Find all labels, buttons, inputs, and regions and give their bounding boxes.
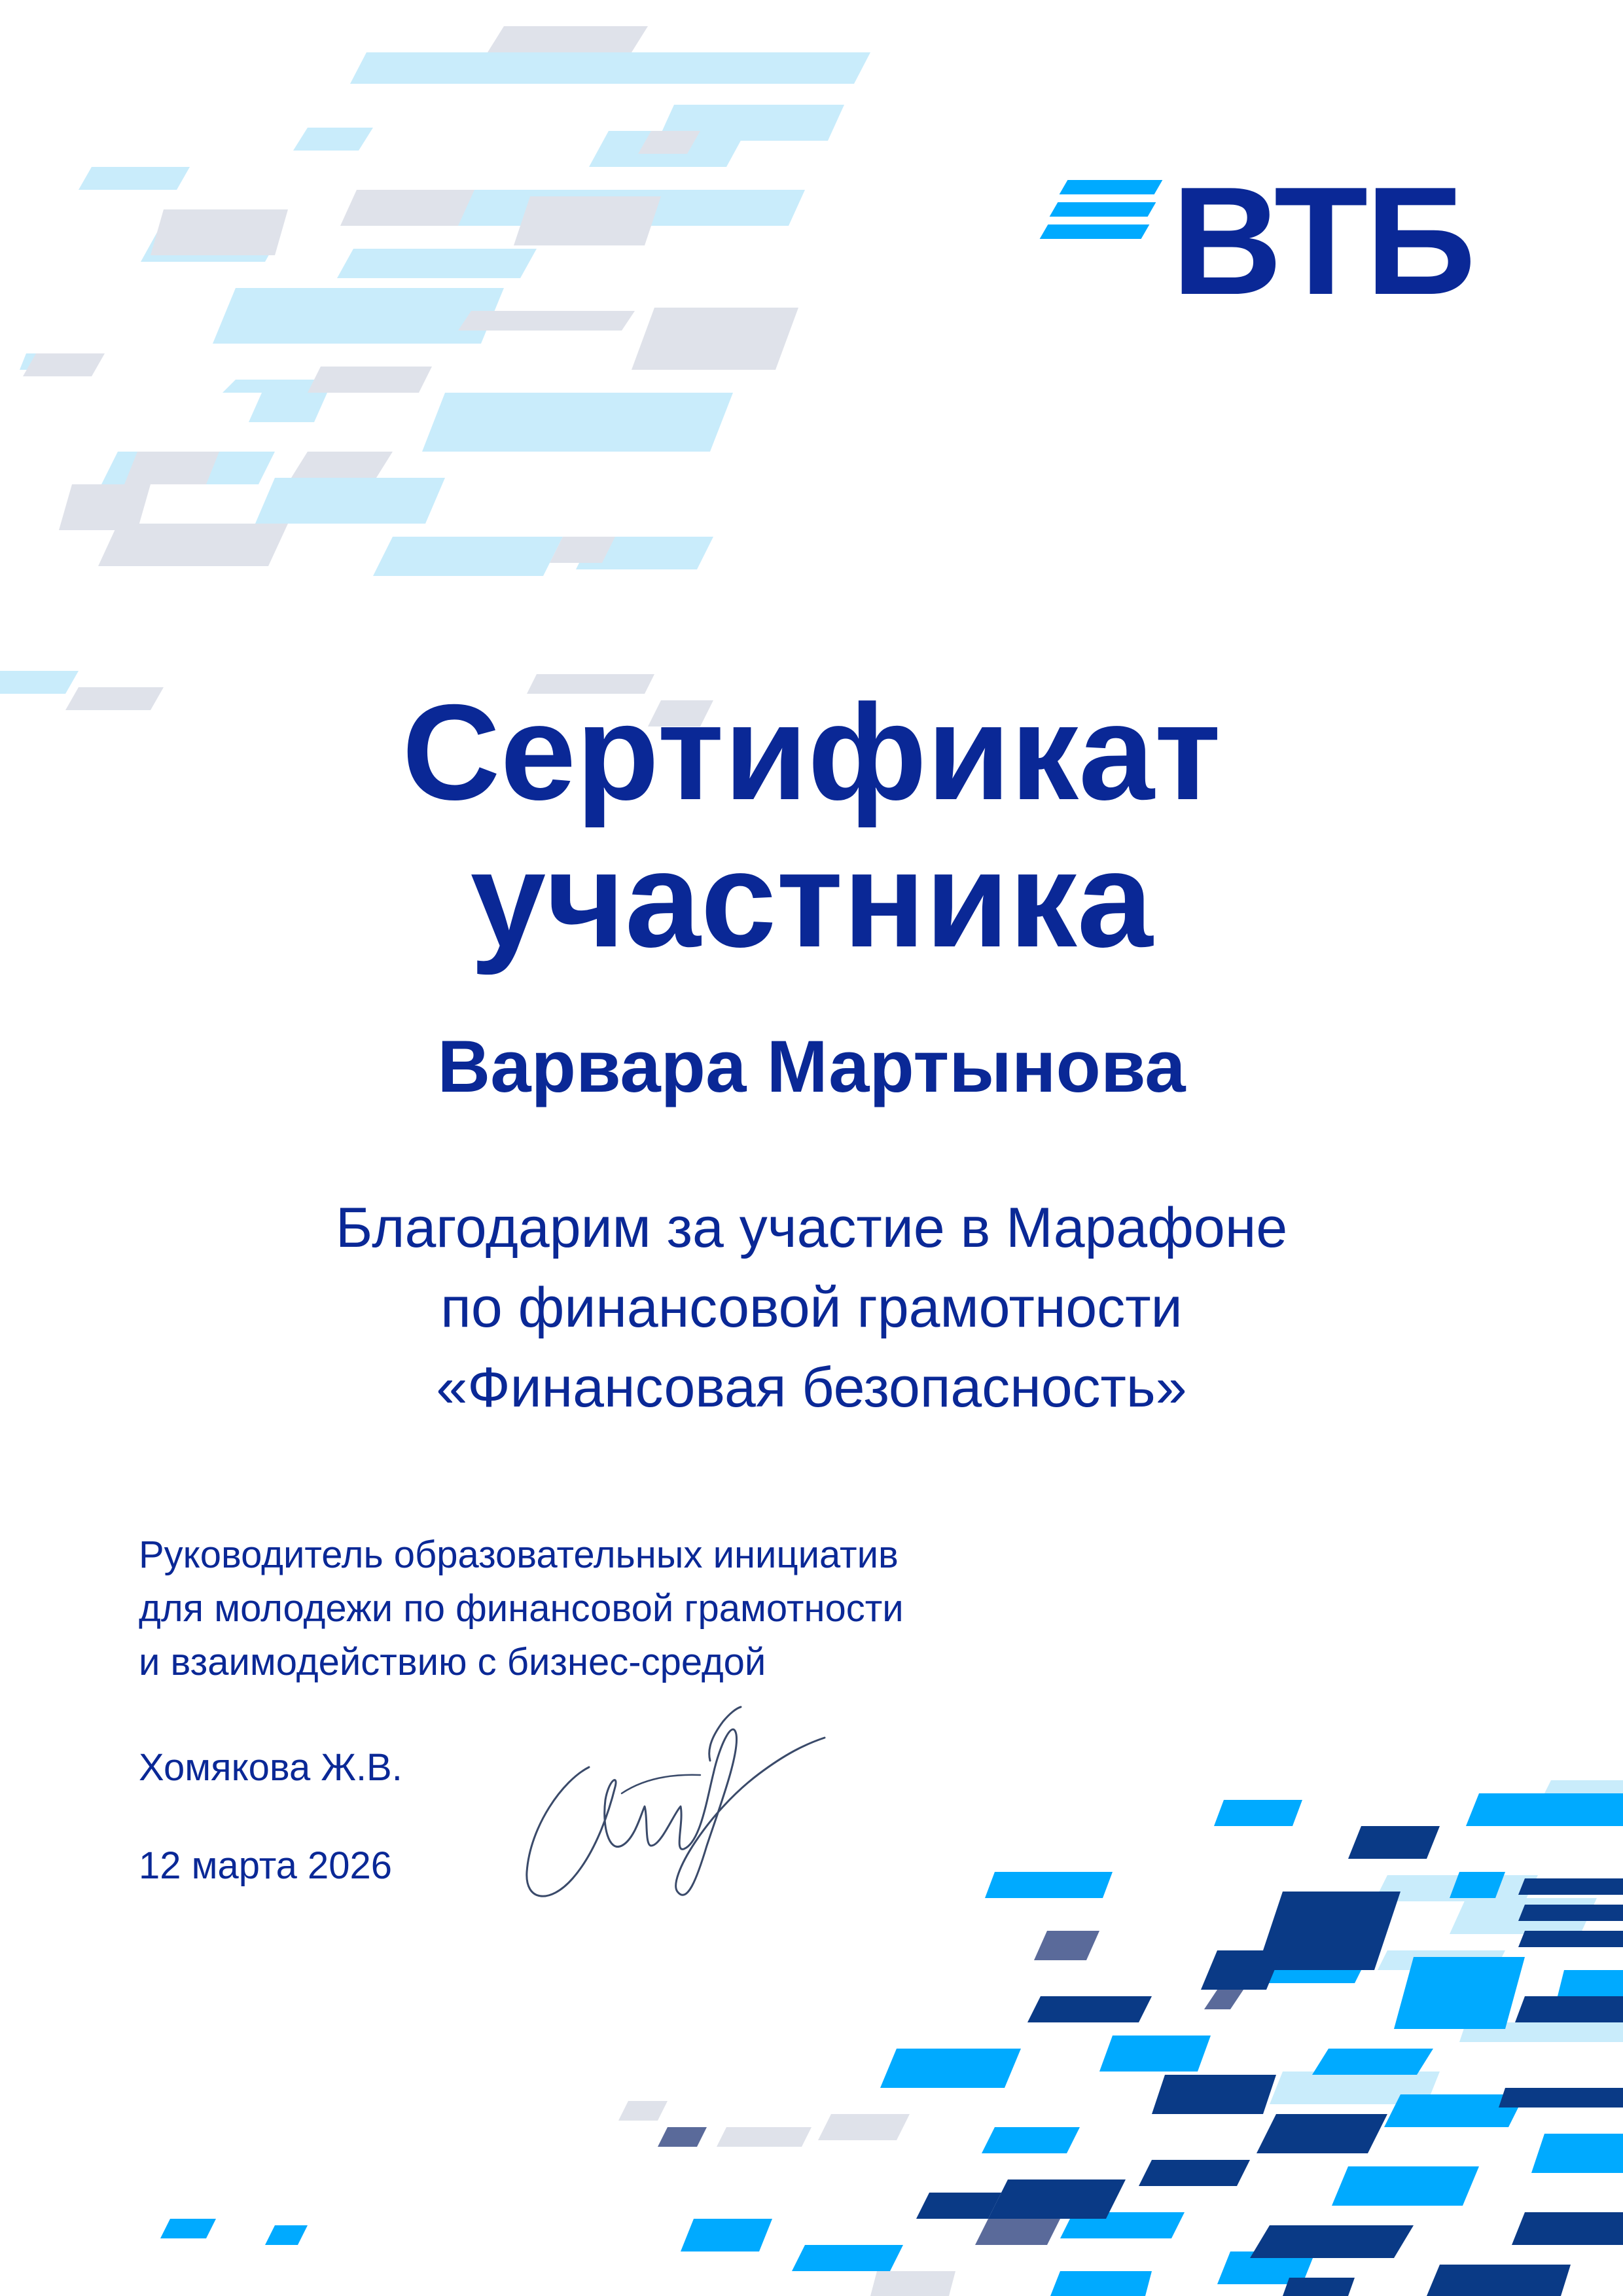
position-line: Руководитель образовательных инициатив <box>139 1534 899 1576</box>
thanks-line: по финансовой грамотности <box>440 1276 1183 1339</box>
signatory-position <box>139 1528 904 1689</box>
signatory-name: Хомякова Ж.В. <box>139 1746 402 1789</box>
thanks-line: Благодарим за участие в Марафоне <box>335 1196 1288 1259</box>
certificate-title-line1: Сертификат <box>402 677 1221 829</box>
certificate-title-line2: участника <box>470 824 1153 976</box>
handwritten-signature <box>510 1682 851 1918</box>
vtb-logo-text: ВТБ <box>1171 154 1474 327</box>
thanks-text <box>0 1188 1623 1427</box>
top-pattern-decoration <box>0 0 916 772</box>
position-line: для молодежи по финансовой грамотности <box>139 1587 904 1630</box>
position-line: и взаимодействию с бизнес-средой <box>139 1641 766 1683</box>
certificate-date: 12 марта 2026 <box>139 1844 393 1887</box>
thanks-line: «Финансовая безопасность» <box>436 1356 1187 1419</box>
recipient-name: Варвара Мартынова <box>437 1026 1186 1107</box>
